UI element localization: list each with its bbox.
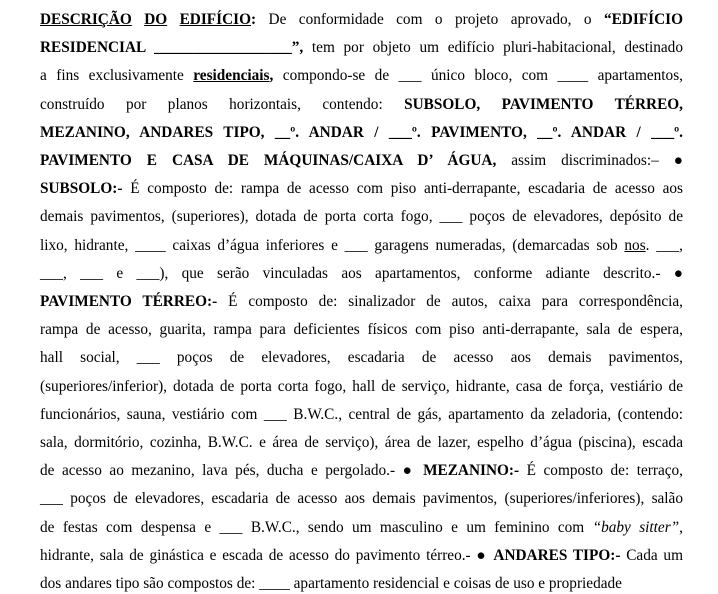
text-run: a fins exclusivamente	[40, 67, 194, 85]
document-line	[40, 179, 683, 199]
text-run: É composto de: sinalizador de autos, caixa para correspondência,	[217, 293, 683, 310]
document-line	[40, 10, 683, 30]
document-line	[40, 236, 683, 256]
text-run: MEZANINO, ANDARES TIPO, __º. ANDAR / ___º. PAVIMENTO, __º. ANDAR / ___º.	[40, 123, 683, 141]
text-run: . ___,	[645, 236, 683, 254]
text-run	[132, 11, 144, 28]
text-run: sala, dormitório, cozinha, B.W.C. e área de serviço), área de lazer, espelho d’água (piscina), escada	[40, 434, 683, 451]
document-line	[40, 518, 683, 538]
text-run: SUBSOLO, PAVIMENTO TÉRREO,	[404, 95, 683, 113]
document-line	[40, 207, 683, 227]
document-line	[40, 320, 683, 340]
document-line	[40, 461, 683, 481]
text-run: rampa de acesso, guarita, rampa para deficientes físicos com piso anti-derrapante, sala de espera,	[40, 321, 683, 339]
document-line	[40, 66, 683, 86]
document-line	[40, 151, 683, 171]
text-run: É composto de: rampa de acesso com piso anti-derrapante, escadaria de acesso aos	[122, 180, 683, 198]
document-line	[40, 292, 683, 312]
text-run: ANDARES TIPO:-	[493, 546, 621, 564]
text-run: assim discriminados:– ●	[496, 152, 683, 169]
document-line	[40, 433, 683, 453]
text-run: residenciais	[193, 67, 270, 85]
document-line	[40, 405, 683, 425]
document-line	[40, 489, 683, 509]
text-run: de acesso ao mezanino, lava pés, ducha e pergolado.- ●	[40, 462, 424, 480]
document-line	[40, 377, 683, 397]
text-run: “EDIFÍCIO	[603, 11, 683, 28]
text-run: :	[251, 11, 257, 28]
document-line	[40, 123, 683, 143]
text-run: ___, ___ e ___), que serão vinculadas aos apartamentos, conforme adiante descrito.- ●	[40, 264, 683, 282]
document-line	[40, 348, 683, 368]
text-run	[167, 11, 179, 28]
text-run: nos	[624, 236, 646, 254]
text-run: funcionários, sauna, vestiário com ___ B.W.C., central de gás, apartamento da zeladoria, (contendo:	[40, 405, 683, 423]
text-run: MEZANINO:-	[423, 462, 520, 480]
text-run: demais pavimentos, (superiores), dotada de porta corta fogo, ___ poços de elevadores, depósito de	[40, 208, 683, 226]
document-line	[40, 95, 683, 115]
text-run: De conformidade com o projeto aprovado, o	[256, 11, 604, 28]
document-line	[40, 546, 683, 566]
text-run: hall social, ___ poços de elevadores, escadaria de acesso aos demais pavimentos,	[40, 349, 683, 367]
text-run: de festas com despensa e ___ B.W.C., sendo um masculino e um feminino com	[40, 518, 593, 536]
text-run: DESCRIÇÃO	[40, 11, 132, 28]
text-run: compondo-se de ___ único bloco, com ____ apartamentos,	[273, 67, 683, 85]
document-line	[40, 38, 683, 58]
document-line	[40, 574, 683, 594]
text-run: construído por planos horizontais, contendo:	[40, 95, 405, 113]
text-run: Cada um	[620, 546, 683, 564]
text-run: RESIDENCIAL __________________”,	[40, 39, 304, 57]
text-run: “baby sitter”	[592, 518, 680, 536]
text-run: dos andares tipo são compostos de: ____ apartamento residencial e coisas de uso e propriedade	[40, 575, 622, 592]
text-run: SUBSOLO:-	[40, 180, 123, 198]
text-run: lixo, hidrante, ____ caixas d’água inferiores e ___ garagens numeradas, (demarcadas sob	[40, 236, 625, 254]
text-run: PAVIMENTO TÉRREO:-	[40, 293, 218, 310]
text-run: (superiores/inferior), dotada de porta corta fogo, hall de serviço, hidrante, casa de força, vestiário de	[40, 377, 683, 395]
document-line	[40, 264, 683, 284]
text-run: ,	[679, 518, 683, 536]
text-run: hidrante, sala de ginástica e escada de acesso do pavimento térreo.- ●	[40, 546, 494, 564]
text-run: DO	[144, 11, 168, 28]
text-run: É composto de: terraço,	[519, 462, 683, 480]
text-run: PAVIMENTO E CASA DE MÁQUINAS/CAIXA D’ ÁGUA,	[40, 152, 497, 169]
text-run: ___ poços de elevadores, escadaria de acesso aos demais pavimentos, (superiores/inferiores), salão	[40, 490, 683, 508]
text-run: tem por objeto um edifício pluri-habitacional, destinado	[303, 39, 683, 57]
text-run: EDIFÍCIO	[179, 11, 251, 28]
text-run: ,	[269, 67, 274, 85]
